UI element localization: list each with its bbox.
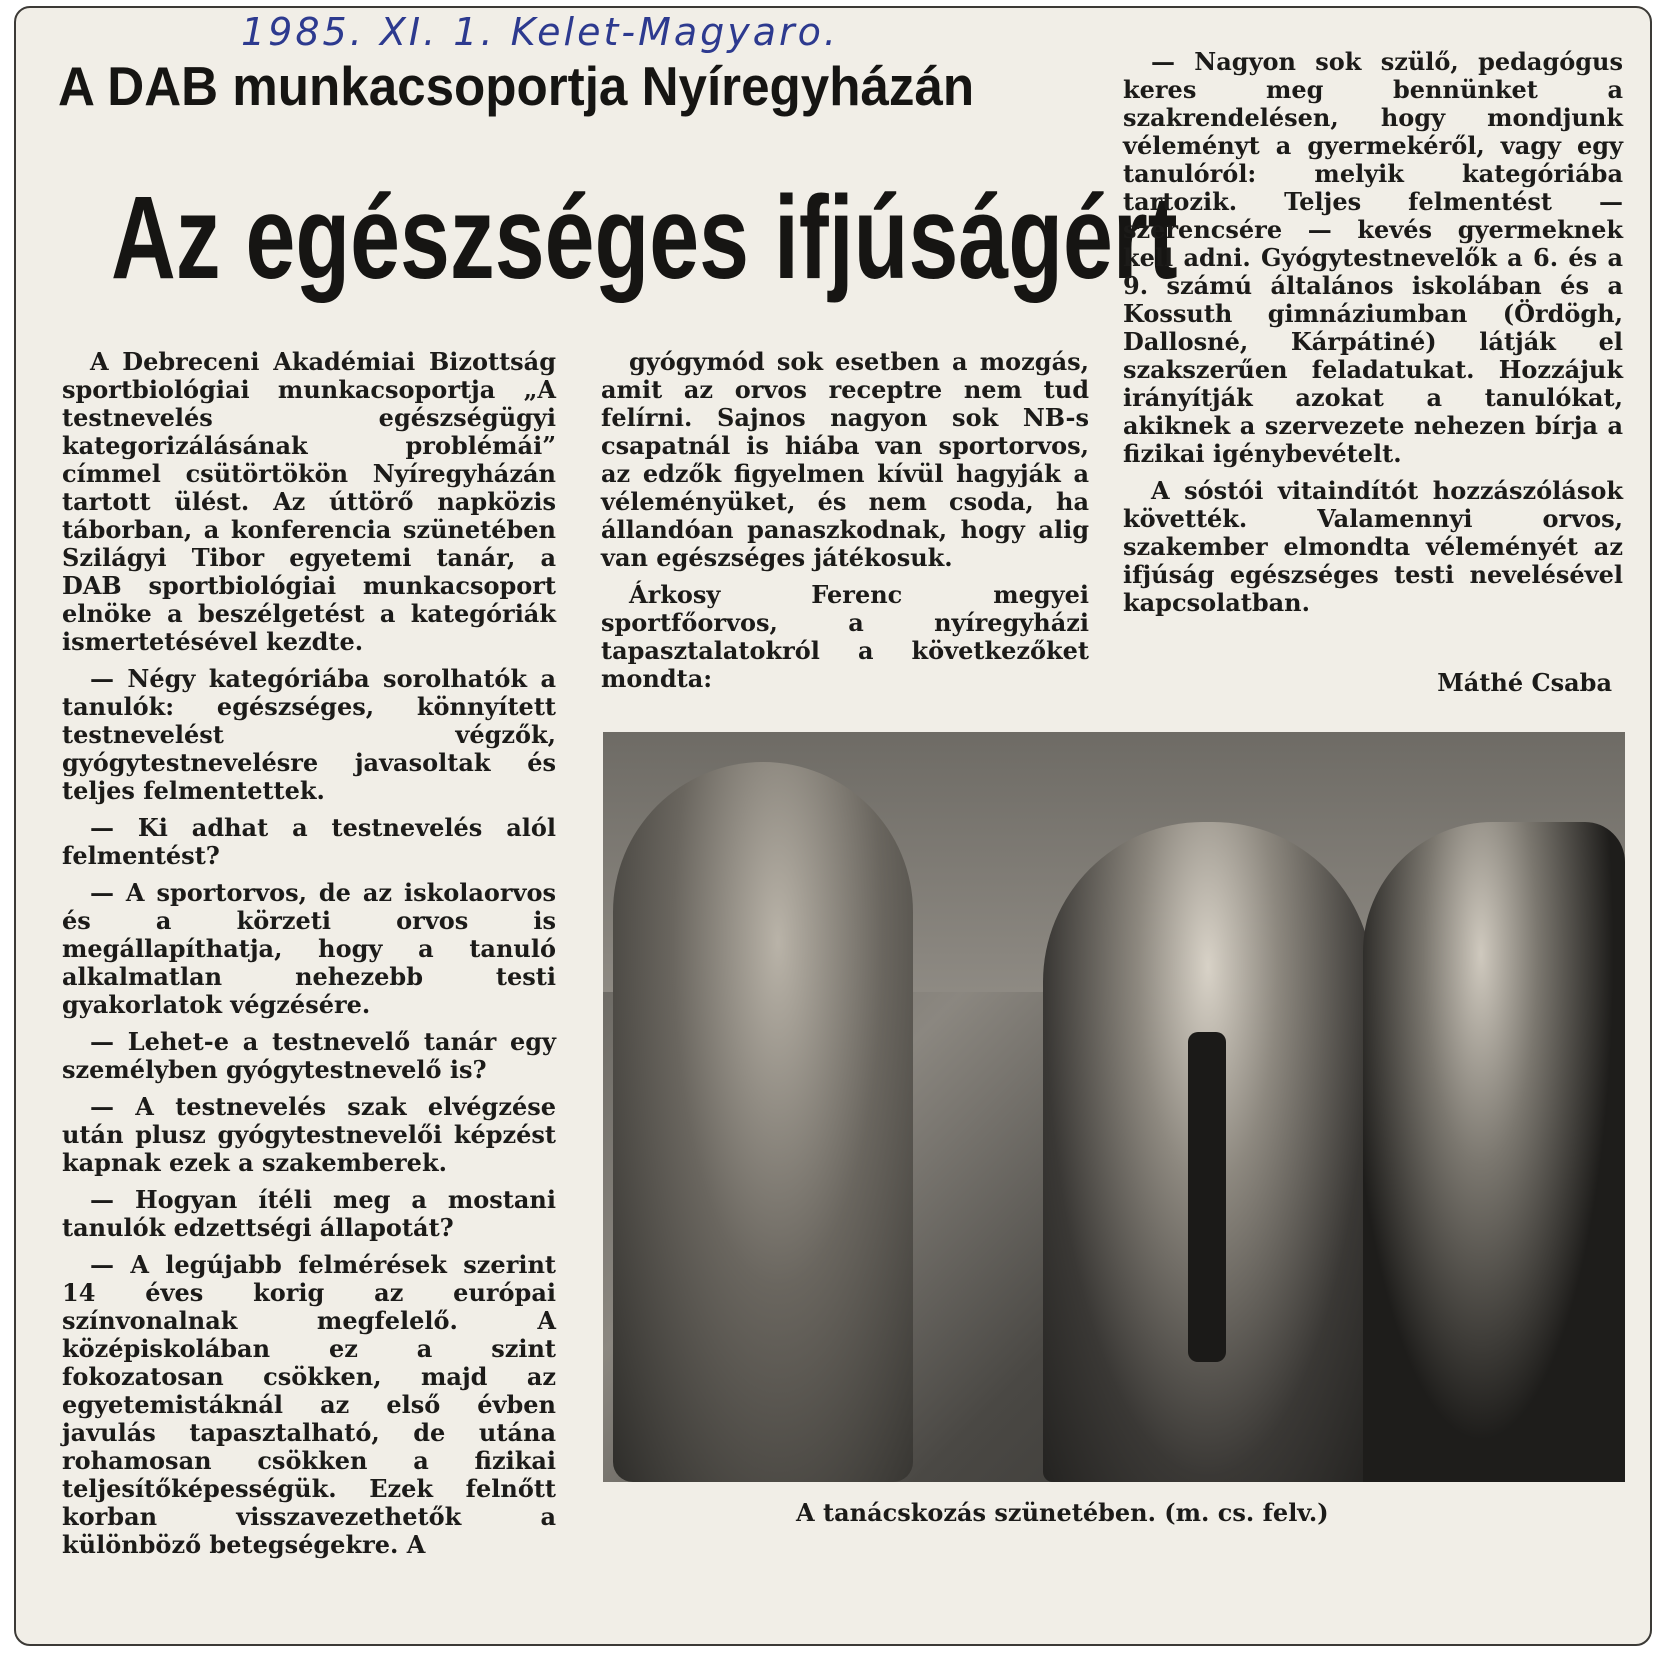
paragraph: — Hogyan ítéli meg a mostani tanulók edzettségi állapotát?	[62, 1185, 556, 1242]
article-headline: Az egészséges ifjúságért	[111, 172, 1178, 304]
paragraph: — A legújabb felmérések szerint 14 éves korig az európai színvonalnak megfelelő. A középiskolában ez a szint fokozatosan csökken, majd az egyetemistáknál az első évben javulás tapasztalható, de utána rohamosan csökken a fizikai teljesítőképességük. Ezek felnőtt korban visszavezethetők a különböző betegségekre. A	[62, 1250, 556, 1559]
paragraph: A sóstói vitaindítót hozzászólások követték. Valamennyi orvos, szakember elmondta véleményét az ifjúság egészséges testi nevelésével kapcsolatban.	[1123, 476, 1623, 617]
newspaper-clipping	[14, 6, 1652, 1646]
paragraph: — A sportorvos, de az iskolaorvos és a körzeti orvos is megállapíthatja, hogy a tanuló alkalmatlan nehezebb testi gyakorlatok végzésére.	[62, 878, 556, 1019]
article-kicker: A DAB munkacsoportja Nyíregyházán	[58, 55, 975, 117]
paragraph: — Ki adhat a testnevelés alól felmentést?	[62, 813, 556, 870]
photo-caption: A tanácskozás szünetében. (m. cs. felv.)	[796, 1498, 1329, 1527]
article-column-2	[601, 348, 1089, 702]
handwritten-date-note: 1985. XI. 1. Kelet-Magyaro.	[241, 10, 840, 54]
paragraph: A Debreceni Akadémiai Bizottság sportbiológiai munkacsoportja „A testnevelés egészségügyi kategorizálásának problémái” címmel csütörtökön Nyíregyházán tartott ülést. Az úttörő napközis táborban, a konferencia szünetében Szilágyi Tibor egyetemi tanár, a DAB sportbiológiai munkacsoport elnöke a beszélgetést a kategóriák ismertetésével kezdte.	[62, 347, 556, 656]
article-column-3	[1123, 48, 1623, 626]
author-byline: Máthé Csaba	[1437, 668, 1612, 697]
article-photo	[603, 732, 1625, 1482]
paragraph: Árkosy Ferenc megyei sportfőorvos, a nyíregyházi tapasztalatokról a következőket mondta:	[601, 580, 1089, 693]
photo-person-center-tie	[1188, 1032, 1226, 1362]
paragraph: — Nagyon sok szülő, pedagógus keres meg bennünket a szakrendelésen, hogy mondjunk véleményt a gyermekéről, vagy egy tanulóról: melyik kategóriába tartozik. Teljes felmentést — szerencsére — kevés gyermeknek kell adni. Gyógytestnevelők a 6. és a 9. számú általános iskolában és a Kossuth gimnáziumban (Ördögh, Dallosné, Kárpátiné) látják el szakszerűen feladatukat. Hozzájuk irányítják azokat a tanulókat, akiknek a szervezete nehezen bírja a fizikai igénybevételt.	[1123, 47, 1623, 468]
paragraph: — Lehet-e a testnevelő tanár egy személyben gyógytestnevelő is?	[62, 1027, 556, 1084]
photo-person-left	[613, 762, 913, 1482]
paragraph: — A testnevelés szak elvégzése után plusz gyógytestnevelői képzést kapnak ezek a szakemberek.	[62, 1092, 556, 1177]
article-column-1	[62, 348, 556, 1568]
paragraph: gyógymód sok esetben a mozgás, amit az orvos receptre nem tud felírni. Sajnos nagyon sok NB-s csapatnál is hiába van sportorvos, az edzők figyelmen kívül hagyják a véleményüket, és nem csoda, ha állandóan panaszkodnak, hogy alig van egészséges játékosuk.	[601, 347, 1089, 572]
paragraph: — Négy kategóriába sorolhatók a tanulók: egészséges, könnyített testnevelést végzők, gyógytestnevelésre javasoltak és teljes felmentettek.	[62, 664, 556, 805]
photo-person-right	[1363, 822, 1625, 1482]
